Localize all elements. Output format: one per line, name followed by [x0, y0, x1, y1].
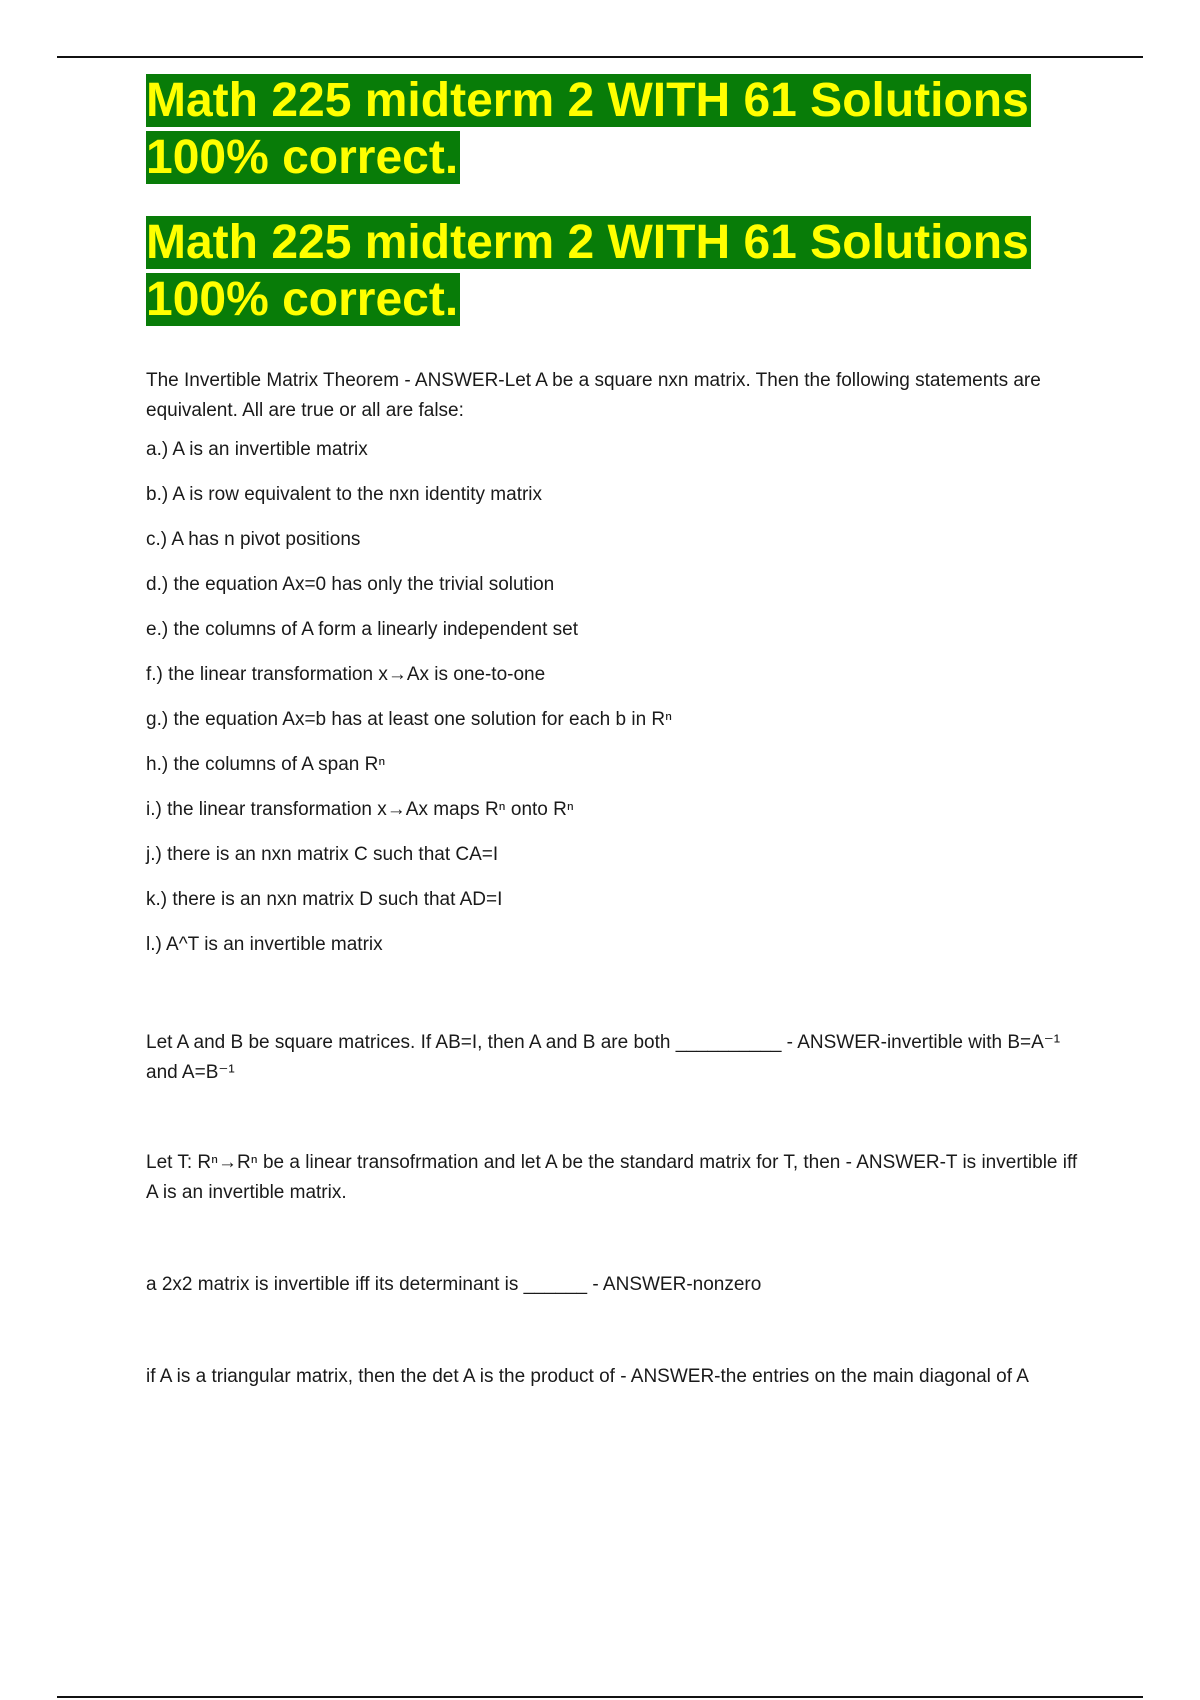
- list-item: k.) there is an nxn matrix D such that AD=I: [146, 889, 503, 910]
- bottom-page-rule: [57, 1696, 1143, 1698]
- list-item: g.) the equation Ax=b has at least one solution for each b in Rⁿ: [146, 709, 673, 730]
- list-item: f.) the linear transformation x→Ax is one-to-one: [146, 664, 546, 685]
- qa-item: Let A and B be square matrices. If AB=I, then A and B are both __________ - ANSWER-invertible with B=A⁻¹ and A=B⁻¹: [146, 1032, 1061, 1083]
- list-item: b.) A is row equivalent to the nxn identity matrix: [146, 484, 543, 505]
- list-item: c.) A has n pivot positions: [146, 529, 361, 550]
- title-highlight: Math 225 midterm 2 WITH 61 Solutions 100% correct.: [146, 74, 1029, 184]
- list-item: a.) A is an invertible matrix: [146, 439, 368, 460]
- document-title: [146, 72, 1086, 186]
- theorem-list: [146, 438, 1086, 957]
- document-title-repeat: [146, 214, 1086, 328]
- top-page-rule: [57, 56, 1143, 58]
- list-item: l.) A^T is an invertible matrix: [146, 934, 383, 955]
- qa-item: if A is a triangular matrix, then the det A is the product of - ANSWER-the entries on the main diagonal of A: [146, 1366, 1029, 1387]
- theorem-intro: The Invertible Matrix Theorem - ANSWER-Let A be a square nxn matrix. Then the following statements are equivalent. All are true or all are false:: [146, 370, 1041, 421]
- qa-item: Let T: Rⁿ→Rⁿ be a linear transofrmation and let A be the standard matrix for T, then - ANSWER-T is invertible iff A is an invertible matrix.: [146, 1152, 1078, 1203]
- list-item: j.) there is an nxn matrix C such that CA=I: [146, 844, 499, 865]
- document-body: [146, 72, 1086, 1392]
- title-highlight-repeat: Math 225 midterm 2 WITH 61 Solutions 100% correct.: [146, 216, 1029, 326]
- list-item: d.) the equation Ax=0 has only the trivial solution: [146, 574, 555, 595]
- list-item: h.) the columns of A span Rⁿ: [146, 754, 386, 775]
- list-item: e.) the columns of A form a linearly independent set: [146, 619, 578, 640]
- list-item: i.) the linear transformation x→Ax maps Rⁿ onto Rⁿ: [146, 799, 574, 820]
- qa-item: a 2x2 matrix is invertible iff its determinant is ______ - ANSWER-nonzero: [146, 1274, 762, 1295]
